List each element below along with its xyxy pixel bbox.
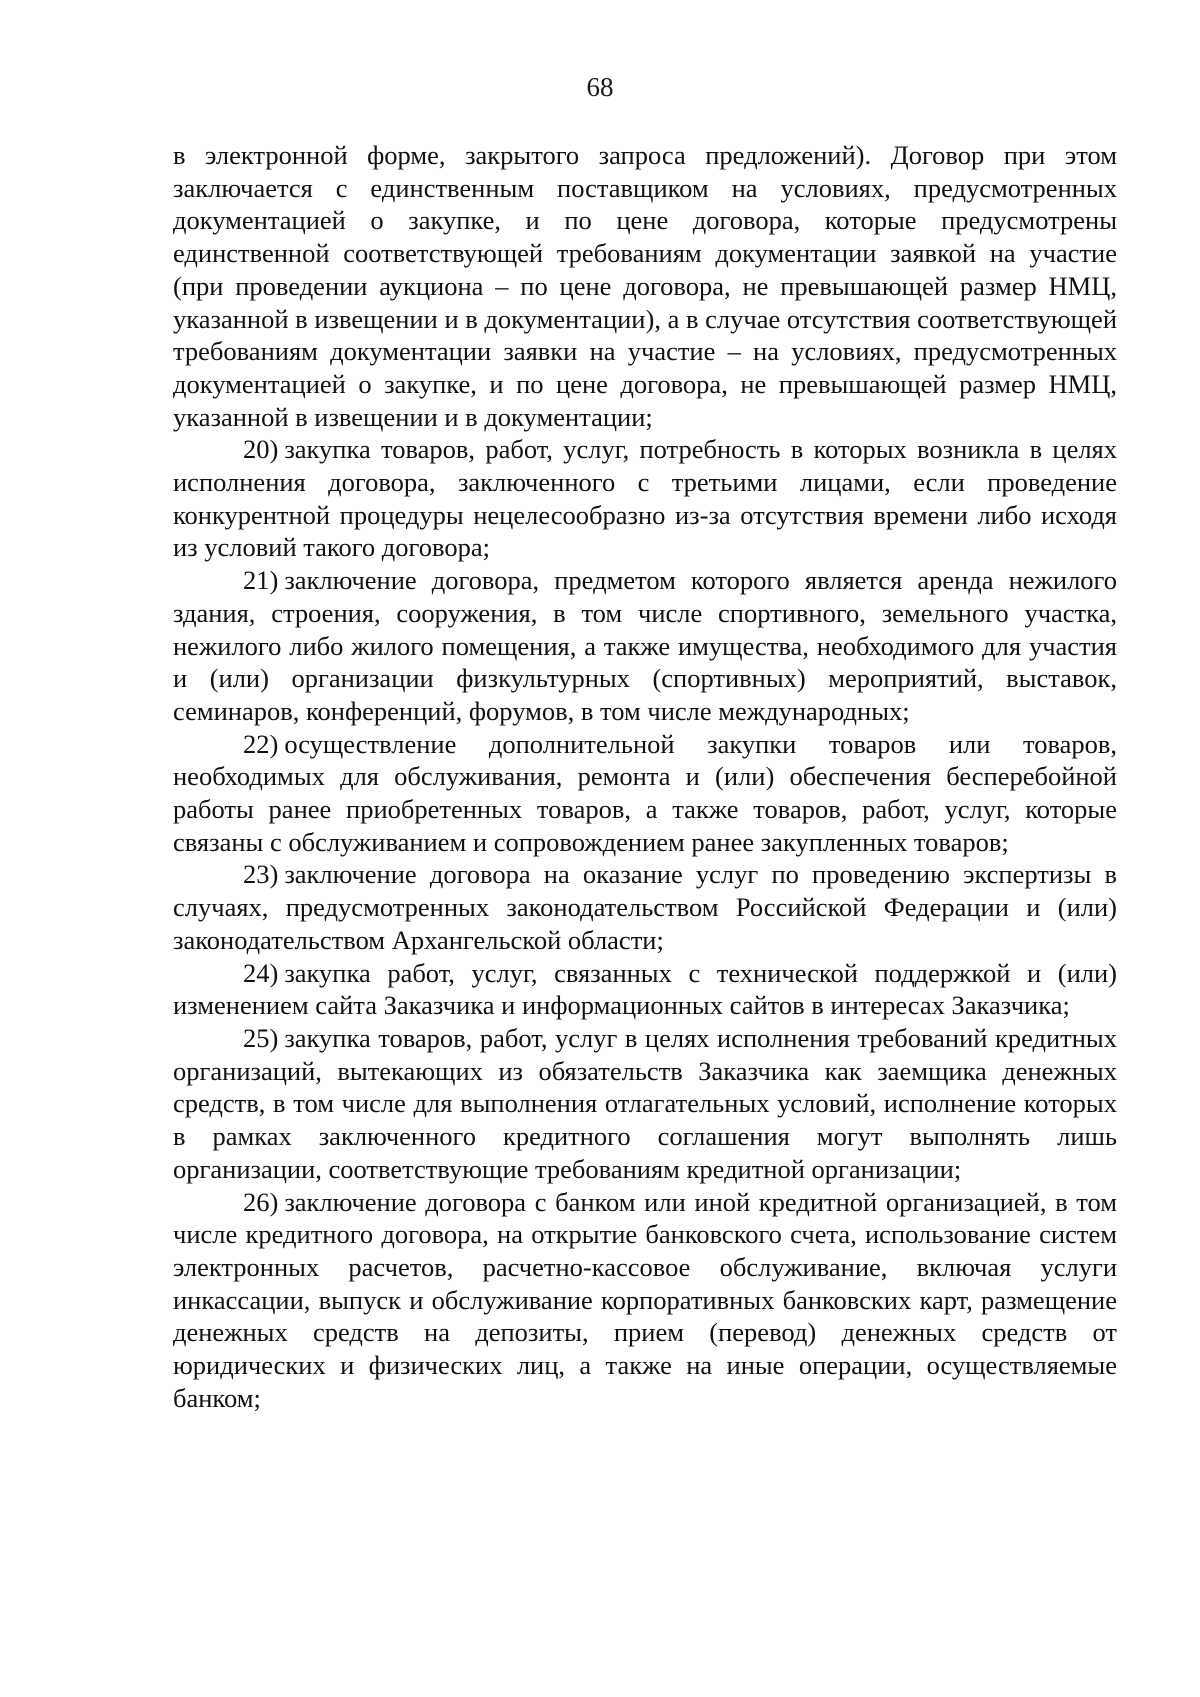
list-item-25 <box>173 1022 1117 1186</box>
item-number: 21) <box>243 565 279 596</box>
list-item-24 <box>173 957 1117 1022</box>
item-number: 24) <box>243 957 279 988</box>
intro-paragraph: в электронной форме, закрытого запроса предложений). Договор при этом заключается с единственным поставщиком на условиях, предусмотренных документацией о закупке, и по цене договора, которые предусмотрены единственной соответствующей требованиям документации заявкой на участие (при проведении аукциона – по цене договора, не превышающей размер НМЦ, указанной в извещении и в документации), а в случае отсутствия соответствующей требованиям документации заявки на участие – на условиях, предусмотренных документацией о закупке, и по цене договора, не превышающей размер НМЦ, указанной в извещении и в документации; <box>173 140 1117 432</box>
list-item-21 <box>173 564 1117 728</box>
item-text: заключение договора на оказание услуг по проведению экспертизы в случаях, предусмотренных законодательством Российской Федерации и (или) законодательством Архангельской области; <box>173 859 1117 955</box>
item-number: 22) <box>243 728 279 759</box>
item-text: закупка работ, услуг, связанных с технической поддержкой и (или) изменением сайта Заказчика и информационных сайтов в интересах Заказчика; <box>173 957 1117 1021</box>
item-number: 26) <box>243 1186 279 1217</box>
item-number: 25) <box>243 1022 279 1053</box>
item-text: заключение договора с банком или иной кредитной организацией, в том числе кредитного договора, на открытие банковского счета, использование систем электронных расчетов, расчетно-кассовое обслуживание, включая услуги инкассации, выпуск и обслуживание корпоративных банковских карт, размещение денежных средств на депозиты, прием (перевод) денежных средств от юридических и физических лиц, а также на иные операции, осуществляемые банком; <box>173 1186 1117 1413</box>
page-number: 68 <box>586 72 614 102</box>
document-body <box>173 139 1117 1414</box>
item-text: заключение договора, предметом которого является аренда нежилого здания, строения, сооружения, в том числе спортивного, земельного участка, нежилого либо жилого помещения, а также имущества, необходимого для участия и (или) организации физкультурных (спортивных) мероприятий, выставок, семинаров, конференций, форумов, в том числе международных; <box>173 565 1117 726</box>
item-number: 20) <box>243 434 279 465</box>
item-text: закупка товаров, работ, услуг, потребность в которых возникла в целях исполнения договора, заключенного с третьими лицами, если проведение конкурентной процедуры нецелесообразно из-за отсутствия времени либо исходя из условий такого договора; <box>173 434 1117 563</box>
list-item-22 <box>173 728 1117 859</box>
list-item-20 <box>173 433 1117 564</box>
list-item-23 <box>173 858 1117 956</box>
item-text: осуществление дополнительной закупки товаров или товаров, необходимых для обслуживания, ремонта и (или) обеспечения бесперебойной работы ранее приобретенных товаров, а также товаров, работ, услуг, которые связаны с обслуживанием и сопровождением ранее закупленных товаров; <box>173 728 1117 857</box>
item-text: закупка товаров, работ, услуг в целях исполнения требований кредитных организаций, вытекающих из обязательств Заказчика как заемщика денежных средств, в том числе для выполнения отлагательных условий, исполнение которых в рамках заключенного кредитного соглашения могут выполнять лишь организации, соответствующие требованиям кредитной организации; <box>173 1022 1117 1184</box>
list-item-26 <box>173 1186 1117 1415</box>
item-number: 23) <box>243 859 279 890</box>
